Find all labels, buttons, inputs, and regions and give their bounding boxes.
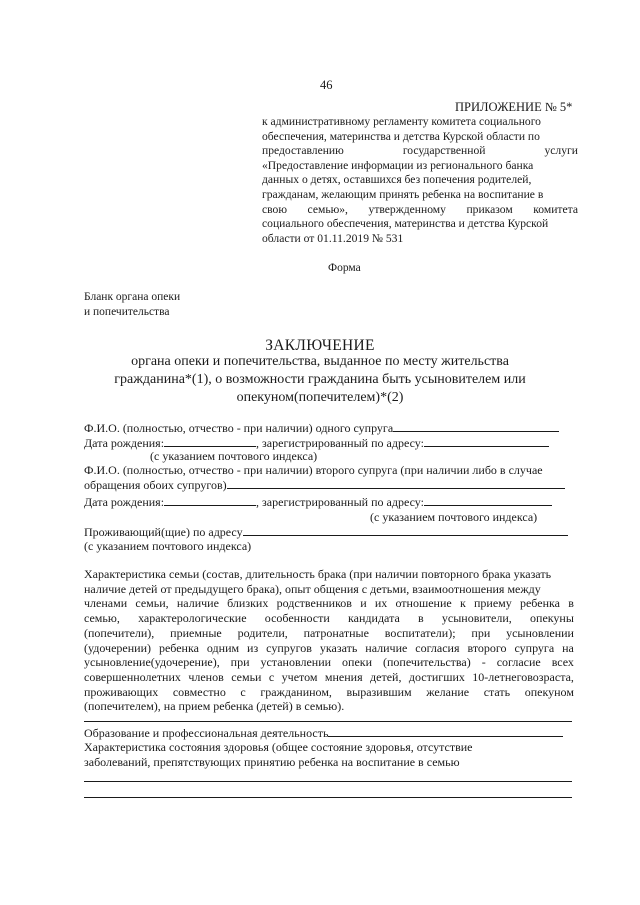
characteristic-word: детей, <box>370 669 402 684</box>
characteristic-word: патронатные <box>303 625 369 640</box>
characteristic-word: (попечительства) <box>382 655 471 670</box>
annex-reference-text <box>262 115 578 246</box>
characteristic-word: проживающих <box>84 684 159 699</box>
annex-word: утвержденному <box>368 202 446 216</box>
annex-word: обеспечения, материнства и детства Курской области по <box>262 129 540 143</box>
characteristic-line <box>84 670 574 685</box>
characteristic-line <box>84 699 574 714</box>
education-label: Образование и профессиональная деятельность <box>84 726 329 740</box>
characteristic-word: приему <box>474 596 512 611</box>
characteristic-word: с <box>268 669 275 684</box>
annex-line <box>262 115 578 130</box>
family-characteristic-text <box>84 567 574 714</box>
postal-note-3: (с указанием почтового индекса) <box>84 539 252 553</box>
annex-word: приказом <box>466 202 513 216</box>
characteristic-word: близких <box>227 596 269 611</box>
characteristic-word: учетом <box>281 669 318 684</box>
characteristic-word: стать <box>483 684 511 699</box>
characteristic-word: отношение <box>395 596 452 611</box>
education-row <box>84 725 563 740</box>
annex-title: ПРИЛОЖЕНИЕ № 5* <box>455 100 573 114</box>
characteristic-word: согласия <box>415 640 460 655</box>
annex-line <box>262 130 578 145</box>
characteristic-word: и <box>360 596 367 611</box>
characteristic-word: 10-летнеговозраста, <box>472 669 574 684</box>
annex-line <box>262 144 578 159</box>
residing-address-row <box>84 524 568 539</box>
health-label-line-2: заболеваний, препятствующих принятию ребенка на воспитание в семью <box>84 755 460 769</box>
dob-field[interactable] <box>164 435 256 447</box>
annex-word: области от 01.11.2019 № 531 <box>262 231 404 245</box>
annex-word: «Предоставление информации из регионального банка <box>262 158 534 172</box>
dob-field-2[interactable] <box>164 494 256 506</box>
annex-line <box>262 232 578 247</box>
fio-second-spouse-cont: обращения обоих супругов) <box>84 478 227 492</box>
fio-first-spouse-row <box>84 420 559 435</box>
characteristic-word: усыновлении <box>506 625 574 640</box>
fio-second-spouse-label: Ф.И.О. (полностью, отчество - при наличии) второго супруга (при наличии либо в случае <box>84 463 543 477</box>
characteristic-word: - <box>481 655 486 670</box>
annex-word: социального обеспечения, материнства и детства Курской <box>262 217 549 231</box>
health-answer-line-2[interactable] <box>84 797 572 798</box>
postal-note-2: (с указанием почтового индекса) <box>370 510 538 524</box>
characteristic-word: супруга <box>514 640 555 655</box>
characteristic-word: при <box>471 625 491 640</box>
characteristic-word: при <box>230 655 250 670</box>
registered-address-field[interactable] <box>424 435 549 447</box>
characteristic-word: на <box>562 640 574 655</box>
annex-word: предоставлению <box>262 144 344 158</box>
dob-label: Дата рождения: <box>84 436 165 450</box>
registered-address-field-2[interactable] <box>424 494 552 506</box>
characteristic-line <box>84 567 574 582</box>
family-characteristic-answer-line[interactable] <box>84 721 572 722</box>
characteristic-word: супругов <box>266 640 312 655</box>
fio-first-spouse-field[interactable] <box>393 420 559 432</box>
fio-second-spouse-field[interactable] <box>227 477 565 489</box>
characteristic-word: (попечителем), на прием ребенка (детей) в семью). <box>84 699 345 714</box>
document-title: ЗАКЛЮЧЕНИЕ <box>265 337 375 354</box>
registered-address-label: , зарегистрированный по адресу: <box>256 436 424 450</box>
characteristic-word: ребенка <box>519 596 560 611</box>
characteristic-word: приемные <box>170 625 222 640</box>
annex-word: к административному регламенту комитета социального <box>262 115 541 128</box>
characteristic-word: воспитатели); <box>384 625 456 640</box>
residing-address-field[interactable] <box>243 524 568 536</box>
health-label-line-1: Характеристика состояния здоровья (общее состояние здоровья, отсутствие <box>84 740 473 754</box>
postal-note-1: (с указанием почтового индекса) <box>150 449 318 463</box>
characteristic-word: всех <box>551 655 574 670</box>
characteristic-word: наличие <box>176 596 219 611</box>
characteristic-word: установлении <box>260 655 332 670</box>
annex-line <box>262 203 578 218</box>
document-subtitle-line-1: органа опеки и попечительства, выданное по месту жительства <box>131 354 509 369</box>
fio-first-spouse-label: Ф.И.О. (полностью, отчество - при наличии) одного супруга <box>84 421 394 435</box>
dob-label-2: Дата рождения: <box>84 495 165 509</box>
characteristic-line <box>84 611 574 626</box>
characteristic-word: семью, <box>84 611 120 626</box>
blank-line-1: Бланк органа опеки <box>84 291 181 303</box>
characteristic-word: наличие детей от предыдущего брака), опыт общения с детьми, взаимоотношения между <box>84 581 541 596</box>
characteristic-word: опекуном <box>524 684 574 699</box>
dob-first-row <box>84 435 549 450</box>
characteristic-word: указать <box>319 640 358 655</box>
characteristic-word: совместно <box>172 684 226 699</box>
characteristic-word: особенности <box>264 611 330 626</box>
characteristic-word: достигших <box>408 669 465 684</box>
characteristic-word: членами <box>84 596 128 611</box>
characteristic-word: опеки <box>342 655 373 670</box>
characteristic-word: к <box>459 596 466 611</box>
dob-second-row <box>84 494 552 509</box>
characteristic-word: второго <box>467 640 507 655</box>
characteristic-line <box>84 655 574 670</box>
characteristic-word: Характеристика семьи (состав, длительность брака (при наличии повторного брака указать <box>84 567 552 581</box>
annex-line <box>262 159 578 174</box>
health-answer-line-1[interactable] <box>84 781 572 782</box>
characteristic-word: выразившим <box>346 684 412 699</box>
characteristic-word: опекуны <box>530 611 574 626</box>
annex-word: государственной <box>402 144 486 158</box>
characteristic-word: желание <box>426 684 470 699</box>
characteristic-word: усыновление(удочерение), <box>84 655 220 670</box>
characteristic-word: наличие <box>365 640 408 655</box>
characteristic-word: одним <box>206 640 240 655</box>
characteristic-word: усыновители, <box>441 611 512 626</box>
annex-word: свою <box>262 202 287 216</box>
document-subtitle-line-2: гражданина*(1), о возможности гражданина быть усыновителем или <box>114 372 526 387</box>
characteristic-word: (удочерении) <box>84 640 151 655</box>
characteristic-word: семьи <box>231 669 262 684</box>
blank-issuer <box>84 290 180 320</box>
fio-second-spouse-row <box>84 477 565 492</box>
registered-address-label-2: , зарегистрированный по адресу: <box>256 495 424 509</box>
annex-word: услуги <box>544 144 578 158</box>
characteristic-word: (попечители), <box>84 625 155 640</box>
annex-line <box>262 217 578 232</box>
characteristic-word: с <box>240 684 246 699</box>
page-number: 46 <box>320 78 333 92</box>
characteristic-word: членов <box>188 669 224 684</box>
annex-word: семью», <box>307 202 348 216</box>
characteristic-word: родственников <box>276 596 352 611</box>
annex-word: данных о детях, оставшихся без попечения родителей, <box>262 173 532 187</box>
annex-line <box>262 188 578 203</box>
characteristic-line <box>84 685 574 700</box>
blank-line-2: и попечительства <box>84 306 170 318</box>
characteristic-word: ребенка <box>158 640 199 655</box>
characteristic-word: в <box>568 596 574 611</box>
residing-address-label: Проживающий(щие) по адресу <box>84 525 243 539</box>
annex-word: комитета <box>533 202 578 216</box>
characteristic-line <box>84 641 574 656</box>
characteristic-word: гражданином, <box>260 684 332 699</box>
characteristic-line <box>84 596 574 611</box>
characteristic-word: совершеннолетних <box>84 669 181 684</box>
annex-line <box>262 173 578 188</box>
education-field[interactable] <box>328 725 563 737</box>
characteristic-word: согласие <box>496 655 541 670</box>
annex-word: гражданам, желающим принять ребенка на воспитание в <box>262 187 544 201</box>
characteristic-word: семьи, <box>135 596 169 611</box>
form-label: Форма <box>328 262 361 274</box>
characteristic-word: их <box>374 596 388 611</box>
characteristic-word: характерологические <box>138 611 247 626</box>
characteristic-word: в <box>418 611 424 626</box>
characteristic-line <box>84 582 574 597</box>
characteristic-line <box>84 626 574 641</box>
characteristic-word: кандидата <box>348 611 400 626</box>
characteristic-word: мнения <box>324 669 363 684</box>
characteristic-word: родители, <box>237 625 288 640</box>
characteristic-word: из <box>247 640 259 655</box>
document-subtitle-line-3: опекуном(попечителем)*(2) <box>236 390 404 405</box>
